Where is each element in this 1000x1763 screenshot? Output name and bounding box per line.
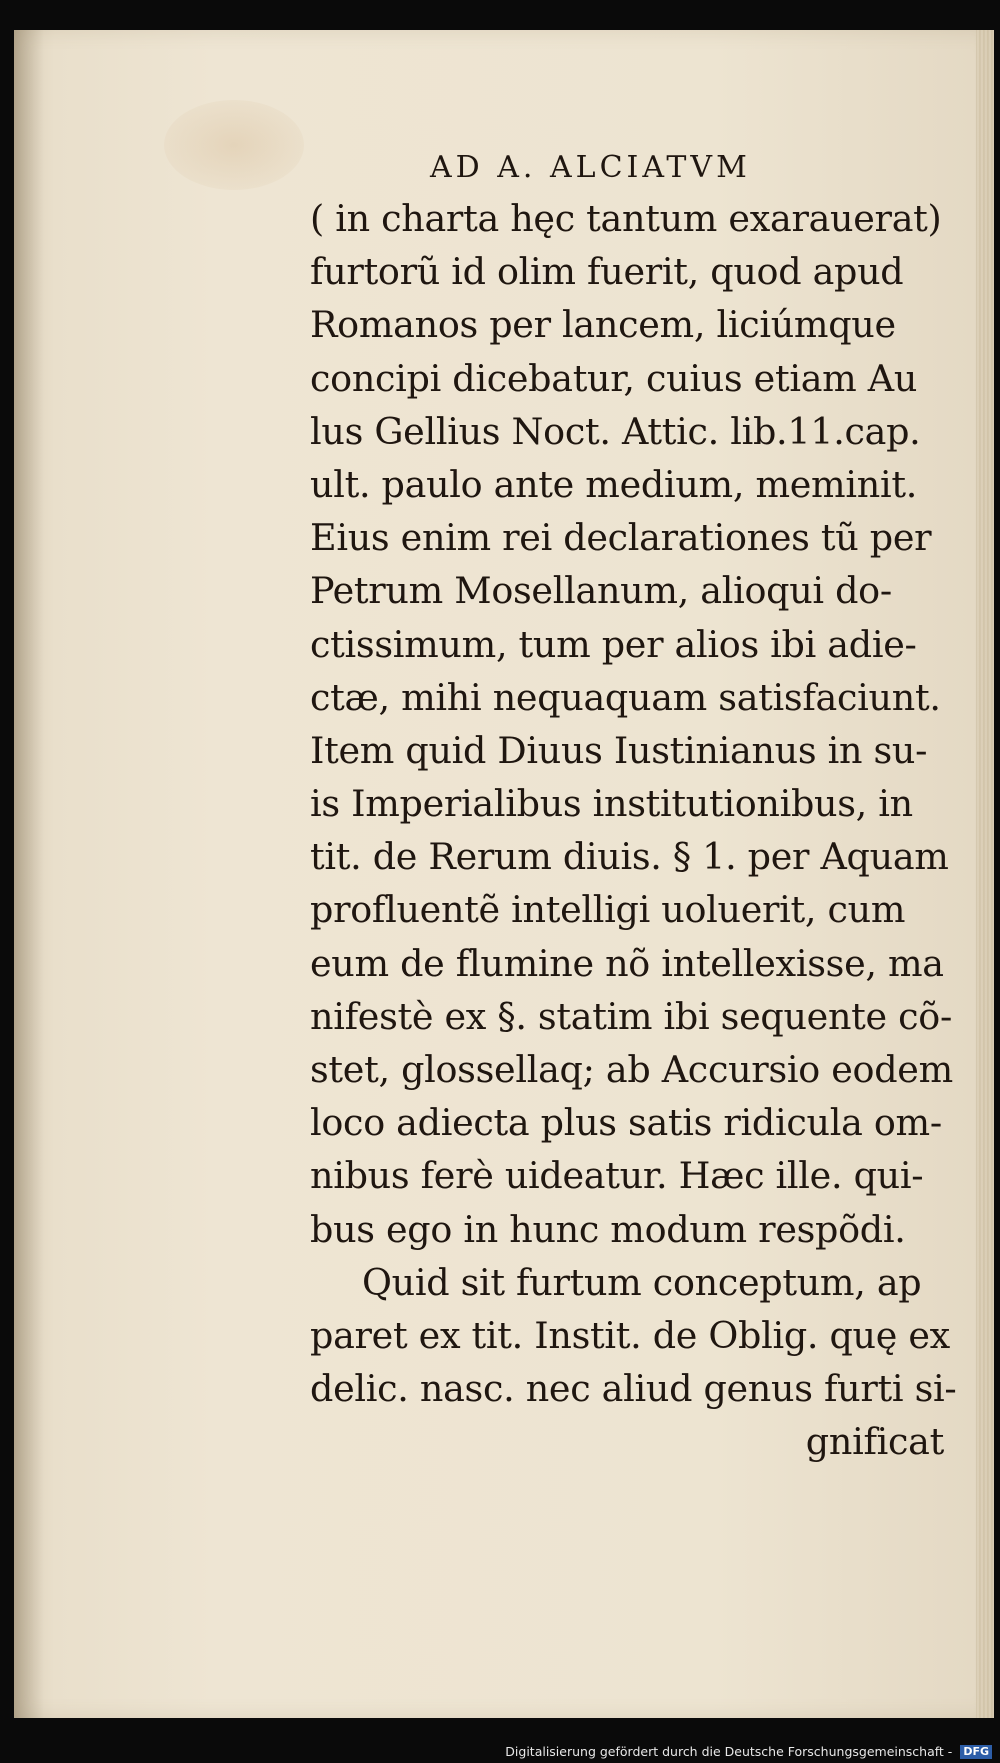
- text-line: Romanos per lancem, liciúmque: [310, 303, 896, 347]
- text-line: profluentẽ intelligi uoluerit, cum: [310, 888, 906, 932]
- catchword: gnificat: [805, 1420, 944, 1464]
- text-line: Eius enim rei declarationes tũ per: [310, 516, 932, 560]
- text-line-paragraph-start: Quid sit furtum conceptum, ap: [362, 1260, 922, 1304]
- footer-bar: [0, 1733, 1000, 1763]
- text-line: paret ex tit. Instit. de Oblig. quę ex: [310, 1313, 950, 1357]
- text-line: nifestè ex §. statim ibi sequente cõ-: [310, 994, 952, 1038]
- text-line: Item quid Diuus Iustinianus in su-: [310, 728, 928, 772]
- footer-credit: [505, 1744, 992, 1760]
- text-line: concipi dicebatur, cuius etiam Au: [310, 356, 918, 400]
- dfg-logo-icon: DFG: [960, 1745, 992, 1759]
- paper-stain: [164, 100, 304, 190]
- text-line: loco adiecta plus satis ridicula om-: [310, 1101, 942, 1145]
- text-line: is Imperialibus institutionibus, in: [310, 782, 913, 826]
- running-head: AD A. ALCIATVM: [430, 150, 751, 185]
- footer-credit-text: Digitalisierung gefördert durch die Deutsche Forschungsgemeinschaft -: [505, 1743, 953, 1759]
- text-line: bus ego in hunc modum respõdi.: [310, 1207, 906, 1251]
- text-line: lus Gellius Noct. Attic. lib.11.cap.: [310, 409, 921, 453]
- page-edges: [976, 30, 994, 1718]
- text-line: furtorũ id olim fuerit, quod apud: [310, 250, 904, 294]
- text-line: ctæ, mihi nequaquam satisfaciunt.: [310, 675, 941, 719]
- text-line: ( in charta hęc tantum exarauerat): [310, 197, 942, 240]
- gutter-shadow: [14, 30, 44, 1718]
- text-line: nibus ferè uideatur. Hæc ille. qui-: [310, 1154, 924, 1198]
- book-page: [14, 30, 994, 1718]
- text-line: ult. paulo ante medium, meminit.: [310, 462, 917, 506]
- text-line: Petrum Mosellanum, alioqui do-: [310, 569, 892, 613]
- text-line: ctissimum, tum per alios ibi adie-: [310, 622, 917, 666]
- text-line: tit. de Rerum diuis. § 1. per Aquam: [310, 835, 949, 879]
- text-line: delic. nasc. nec aliud genus furti si-: [310, 1367, 957, 1411]
- text-block: [310, 150, 960, 1469]
- text-line: stet, glossellaq; ab Accursio eodem: [310, 1048, 953, 1091]
- text-line: eum de flumine nõ intellexisse, ma: [310, 941, 944, 985]
